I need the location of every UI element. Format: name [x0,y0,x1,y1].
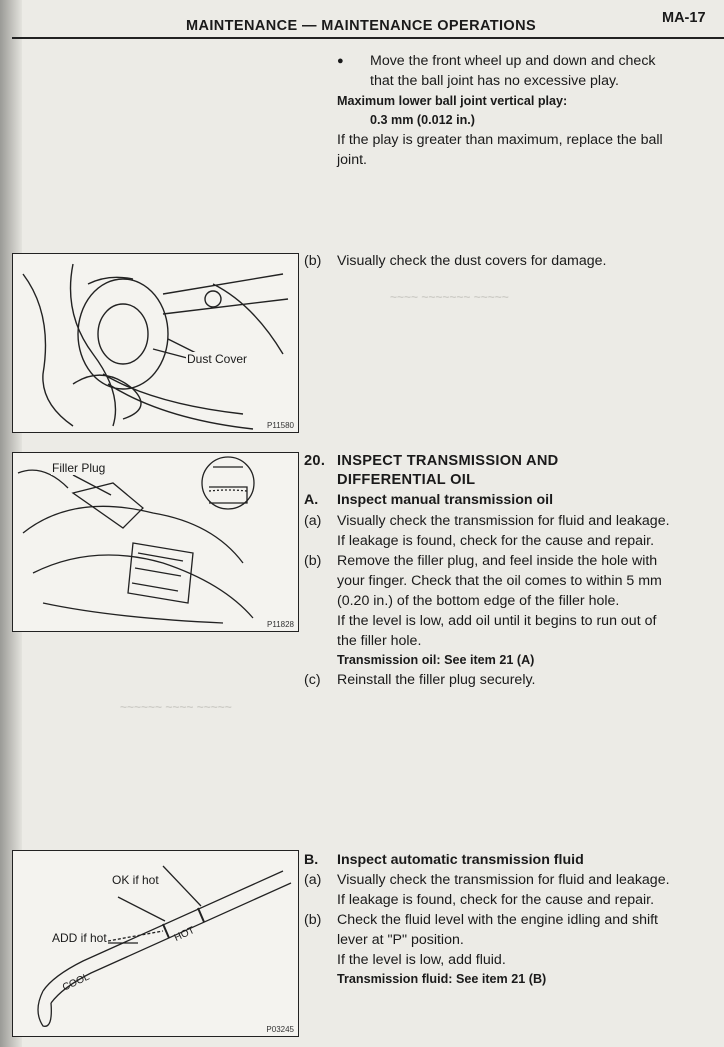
figure-code: P11828 [267,620,294,629]
manual-b-line-4: If the level is low, add oil until it begins to run out of [337,613,657,629]
manual-c-line-1: Reinstall the filler plug securely. [337,672,536,688]
subsection-title-manual: Inspect manual transmission oil [337,492,554,508]
figure-dust-cover [12,253,299,433]
subsection-title-automatic: Inspect automatic transmission fluid [337,852,584,868]
header-rule [12,37,724,39]
bullet-icon: ● [337,55,344,67]
automatic-a-line-2: If leakage is found, check for the cause and repair. [337,892,655,908]
ball-joint-line-1: Move the front wheel up and down and check [370,53,656,69]
filler-plug-drawing [13,453,298,631]
step-marker: (b) [304,553,322,569]
bleed-through-text: ~~~~~~ ~~~~ ~~~~~ [120,700,232,714]
bleed-through-text: ~~~~ ~~~~~~~ ~~~~~ [390,290,509,304]
manual-b-line-1: Remove the filler plug, and feel inside the hole with [337,553,658,569]
section-number: 20. [304,453,326,469]
automatic-b-line-1: Check the fluid level with the engine idling and shift [337,912,658,928]
ball-joint-spec-label: Maximum lower ball joint vertical play: [337,94,568,108]
manual-a-line-1: Visually check the transmission for fluid and leakage. [337,513,670,529]
dust-cover-text: Visually check the dust covers for damage. [337,253,607,269]
step-marker: (a) [304,513,322,529]
ball-joint-line-4: joint. [337,152,367,168]
page-header-title: MAINTENANCE — MAINTENANCE OPERATIONS [186,18,537,34]
section-title-line-2: DIFFERENTIAL OIL [337,472,476,488]
step-marker: (a) [304,872,322,888]
step-marker: (b) [304,912,322,928]
manual-b-line-2: your finger. Check that the oil comes to within 5 mm [337,573,662,589]
figure-dipstick [12,850,299,1037]
manual-oil-spec: Transmission oil: See item 21 (A) [337,653,535,667]
step-marker: (c) [304,672,321,688]
manual-b-line-5: the filler hole. [337,633,422,649]
page-number: MA-17 [662,10,706,26]
automatic-a-line-1: Visually check the transmission for fluid and leakage. [337,872,670,888]
dipstick-add-if-hot-label: ADD if hot [52,931,107,945]
subsection-letter-b: B. [304,852,319,868]
filler-plug-label: Filler Plug [52,461,106,475]
figure-filler-plug [12,452,299,632]
automatic-fluid-spec: Transmission fluid: See item 21 (B) [337,972,547,986]
automatic-b-line-2: lever at "P" position. [337,932,464,948]
dust-cover-drawing [13,254,298,432]
subsection-letter-a: A. [304,492,319,508]
dipstick-cool-mark: COOL [61,971,92,994]
figure-code: P11580 [267,421,294,430]
dust-cover-label: Dust Cover [187,352,248,366]
automatic-b-line-3: If the level is low, add fluid. [337,952,506,968]
ball-joint-line-3: If the play is greater than maximum, replace the ball [337,132,663,148]
ball-joint-spec-value: 0.3 mm (0.012 in.) [370,113,475,127]
figure-code: P03245 [266,1025,294,1034]
dust-cover-marker: (b) [304,253,322,269]
dipstick-hot-mark: HOT [172,925,197,944]
ball-joint-line-2: that the ball joint has no excessive play. [370,73,619,89]
manual-b-line-3: (0.20 in.) of the bottom edge of the filler hole. [337,593,620,609]
manual-a-line-2: If leakage is found, check for the cause and repair. [337,533,655,549]
section-title-line-1: INSPECT TRANSMISSION AND [337,453,559,469]
dipstick-ok-if-hot-label: OK if hot [112,873,159,887]
